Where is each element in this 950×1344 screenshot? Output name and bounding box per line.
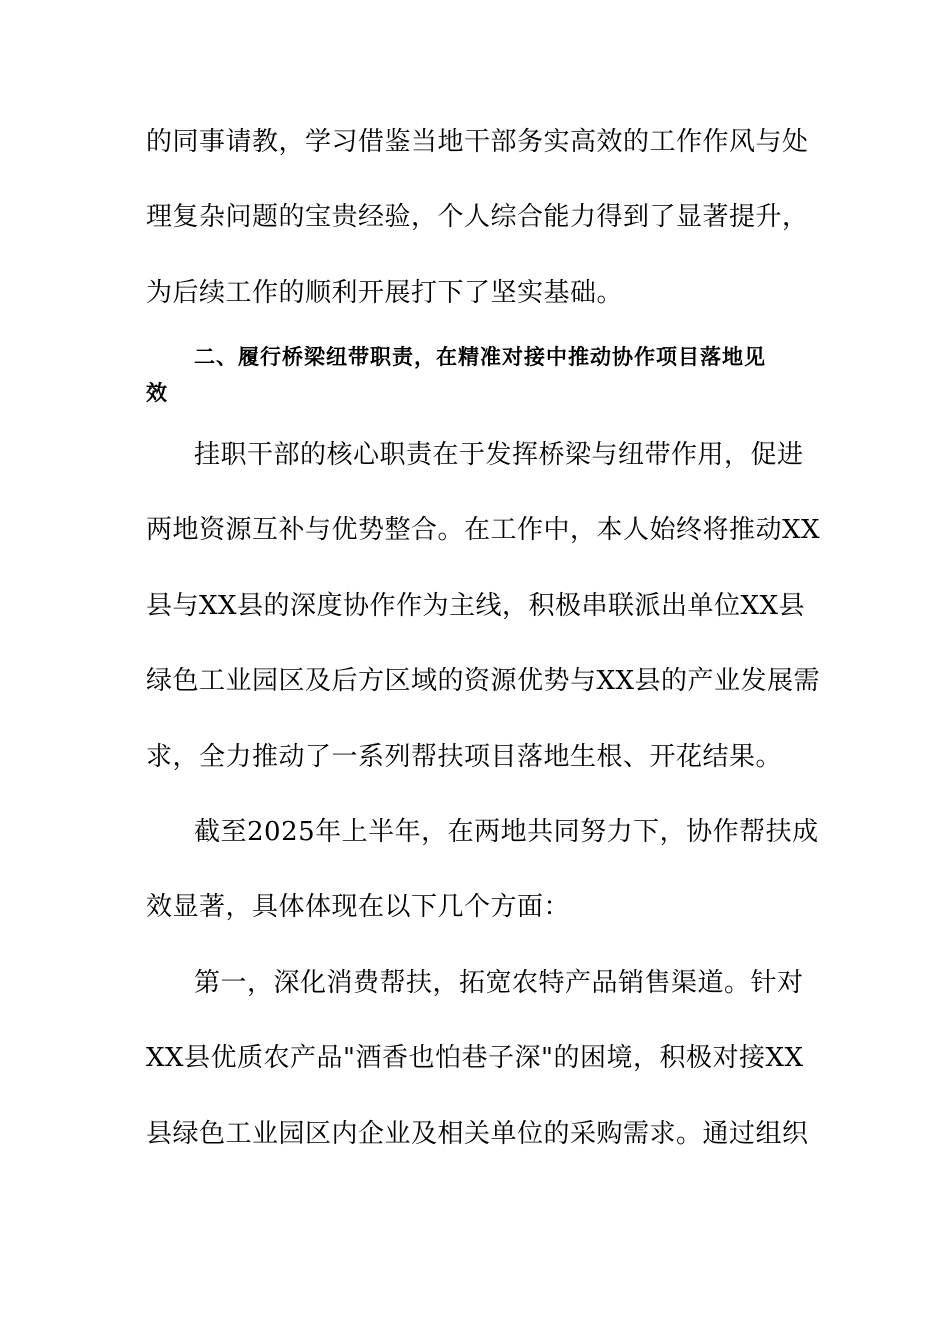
para4-line-1: 第一，深化消费帮扶，拓宽农特产品销售渠道。针对: [194, 968, 804, 998]
para2-line-1: 挂职干部的核心职责在于发挥桥梁与纽带作用，促进: [194, 440, 804, 470]
para1-line-3: 为后续工作的顺利开展打下了坚实基础。: [146, 278, 624, 308]
para2-line-4: 绿色工业园区及后方区域的资源优势与XX县的产业发展需: [146, 666, 821, 696]
section-heading-line-1: 二、履行桥梁纽带职责，在精准对接中推动协作项目落地见: [194, 344, 766, 369]
para1-line-2: 理复杂问题的宝贵经验，个人综合能力得到了显著提升，: [146, 202, 809, 232]
para2-line-3: 县与XX县的深度协作作为主线，积极串联派出单位XX县: [146, 591, 806, 621]
para4-line-2: XX县优质农产品"酒香也怕巷子深"的困境，积极对接XX: [146, 1043, 804, 1073]
para4-line-3: 县绿色工业园区内企业及相关单位的采购需求。通过组织: [146, 1119, 809, 1149]
para3-line-2: 效显著，具体体现在以下几个方面：: [146, 892, 571, 922]
para2-line-5: 求，全力推动了一系列帮扶项目落地生根、开花结果。: [146, 742, 783, 772]
para3-line-1: 截至2025年上半年，在两地共同努力下，协作帮扶成: [194, 817, 819, 847]
para2-line-2: 两地资源互补与优势整合。在工作中，本人始终将推动XX: [146, 515, 821, 545]
para1-line-1: 的同事请教，学习借鉴当地干部务实高效的工作作风与处: [146, 127, 809, 157]
section-heading-line-2: 效: [146, 380, 168, 405]
